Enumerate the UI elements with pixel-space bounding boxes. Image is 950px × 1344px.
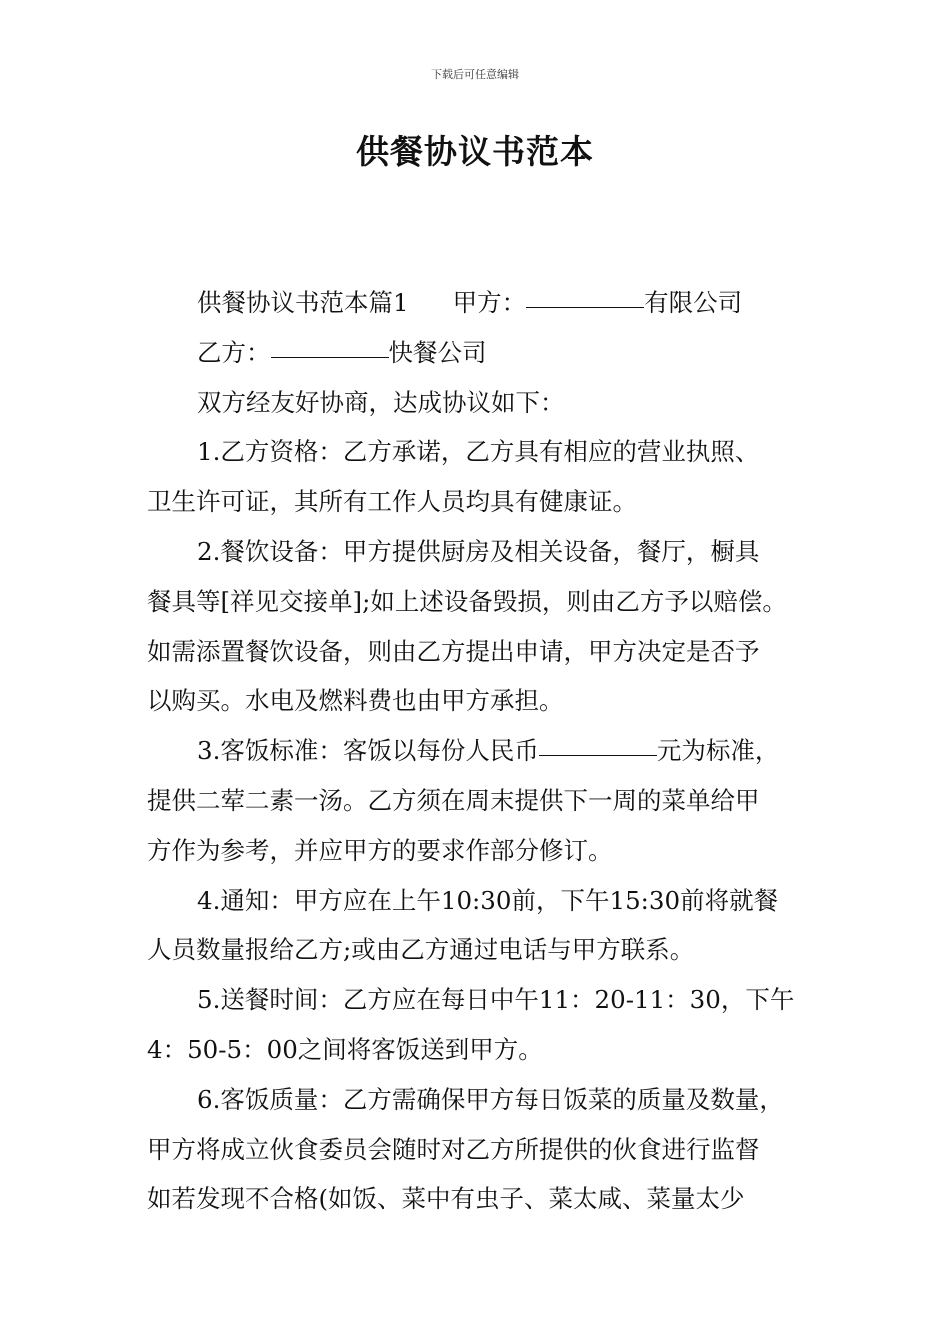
header-note: 下载后可任意编辑 xyxy=(431,68,519,81)
paragraph-line: 1.乙方资格：乙方承诺，乙方具有相应的营业执照、 xyxy=(197,437,760,467)
paragraph-line: 人员数量报给乙方;或由乙方通过电话与甲方联系。 xyxy=(147,935,695,965)
paragraph-line: 卫生许可证，其所有工作人员均具有健康证。 xyxy=(147,487,637,517)
paragraph-line: 双方经友好协商，达成协议如下： xyxy=(197,387,565,417)
paragraph-line: 5.送餐时间：乙方应在每日中午11：20-11：30，下午 xyxy=(197,985,795,1015)
party-a-label: 甲方： xyxy=(452,288,527,317)
paragraph-line: 提供二荤二素一汤。乙方须在周末提供下一周的菜单给甲 xyxy=(147,785,760,815)
paragraph-line: 餐具等[祥见交接单];如上述设备毁损，则由乙方予以赔偿。 xyxy=(147,586,787,616)
party-a-blank xyxy=(526,283,644,308)
paragraph-line xyxy=(147,328,827,378)
price-blank xyxy=(539,731,657,756)
party-a-suffix: 有限公司 xyxy=(644,288,743,317)
paragraph-line xyxy=(147,726,827,776)
paragraph-line: 如若发现不合格(如饭、菜中有虫子、菜太咸、菜量太少 xyxy=(147,1184,745,1214)
paragraph-line: 甲方将成立伙食委员会随时对乙方所提供的伙食进行监督 xyxy=(147,1134,760,1164)
document-title: 供餐协议书范本 xyxy=(356,132,594,171)
party-b-suffix: 快餐公司 xyxy=(388,337,487,367)
paragraph-line: 如需添置餐饮设备，则由乙方提出申请，甲方决定是否予 xyxy=(147,636,760,666)
meal-standard-suffix: 元为标准， xyxy=(656,736,780,766)
party-b-blank xyxy=(271,333,389,358)
paragraph-line: 2.餐饮设备：甲方提供厨房及相关设备，餐厅，橱具 xyxy=(197,536,760,566)
paragraph-line: 4：50-5：00之间将客饭送到甲方。 xyxy=(147,1034,543,1064)
paragraph-line xyxy=(147,278,827,328)
party-b-label: 乙方： xyxy=(197,337,271,367)
paragraph-line: 6.客饭质量：乙方需确保甲方每日饭菜的质量及数量， xyxy=(197,1084,784,1114)
paragraph-line: 以购买。水电及燃料费也由甲方承担。 xyxy=(147,686,564,716)
document-body xyxy=(147,278,827,1224)
section-heading: 供餐协议书范本篇1 xyxy=(197,288,409,317)
meal-standard-text: 3.客饭标准：客饭以每份人民币 xyxy=(197,736,539,766)
paragraph-line: 方作为参考，并应甲方的要求作部分修订。 xyxy=(147,835,613,865)
paragraph-line: 4.通知：甲方应在上午10:30前，下午15:30前将就餐 xyxy=(197,885,779,915)
